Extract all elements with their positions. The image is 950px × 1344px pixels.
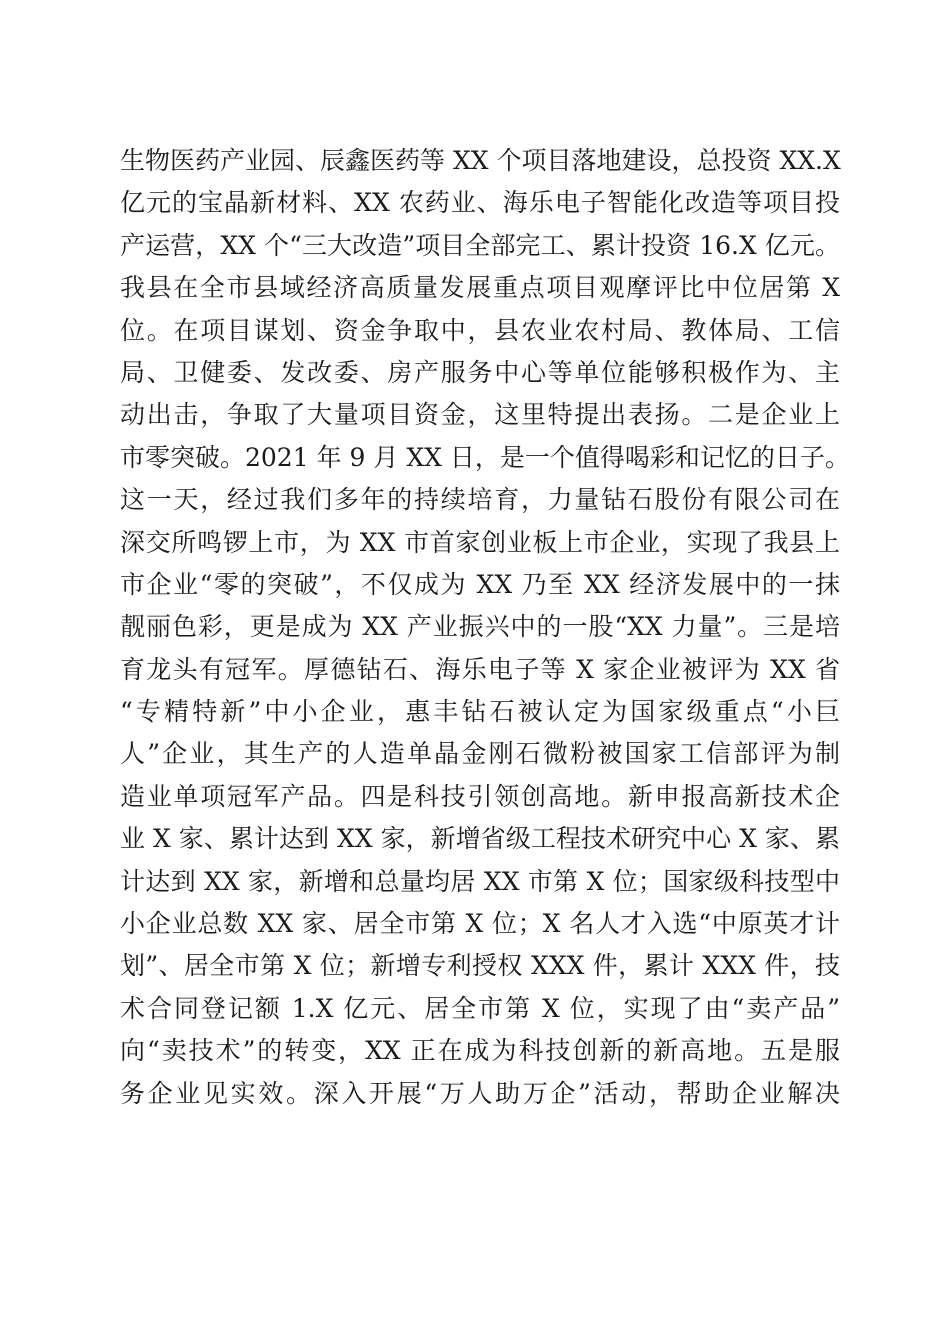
text-line-22: 向“卖技术”的转变，XX 正在成为科技创新的新高地。五是服 — [120, 1036, 840, 1066]
text-line-8: 市零突破。2021 年 9 月 XX 日，是一个值得喝彩和记忆的日子。 — [120, 442, 850, 472]
text-line-5: 位。在项目谋划、资金争取中，县农业农村局、教体局、工信 — [120, 315, 840, 345]
text-line-9: 这一天，经过我们多年的持续培育，力量钻石股份有限公司在 — [120, 485, 840, 515]
text-line-3: 产运营，XX 个“三大改造”项目全部完工、累计投资 16.X 亿元。 — [120, 230, 840, 260]
text-line-1: 生物医药产业园、辰鑫医药等 XX 个项目落地建设，总投资 XX.X — [120, 146, 841, 175]
text-line-21: 术合同登记额 1.X 亿元、居全市第 X 位，实现了由“卖产品” — [120, 993, 840, 1023]
text-line-18: 计达到 XX 家，新增和总量均居 XX 市第 X 位；国家级科技型中 — [120, 866, 840, 896]
text-line-23: 务企业见实效。深入开展“万人助万企”活动，帮助企业解决 — [120, 1078, 840, 1108]
text-line-12: 靓丽色彩，更是成为 XX 产业振兴中的一股“XX 力量”。三是培 — [120, 612, 840, 642]
text-line-20: 划”、居全市第 X 位；新增专利授权 XXX 件，累计 XXX 件，技 — [120, 951, 840, 981]
text-line-17: 业 X 家、累计达到 XX 家，新增省级工程技术研究中心 X 家、累 — [120, 824, 840, 854]
text-line-7: 动出击，争取了大量项目资金，这里特提出表扬。二是企业上 — [120, 400, 840, 430]
text-line-15: 人”企业，其生产的人造单晶金刚石微粉被国家工信部评为制 — [120, 739, 840, 769]
text-line-2: 亿元的宝晶新材料、XX 农药业、海乐电子智能化改造等项目投 — [120, 188, 840, 218]
text-line-14: “专精特新”中小企业，惠丰钻石被认定为国家级重点“小巨 — [120, 697, 840, 727]
text-line-6: 局、卫健委、发改委、房产服务中心等单位能够积极作为、主 — [120, 357, 840, 387]
text-line-11: 市企业“零的突破”，不仅成为 XX 乃至 XX 经济发展中的一抹 — [120, 569, 840, 599]
text-line-4: 我县在全市县域经济高质量发展重点项目观摩评比中位居第 X — [120, 273, 840, 303]
text-line-16: 造业单项冠军产品。四是科技引领创高地。新申报高新技术企 — [120, 781, 840, 811]
text-line-13: 育龙头有冠军。厚德钻石、海乐电子等 X 家企业被评为 XX 省 — [120, 654, 840, 684]
body-paragraph — [120, 140, 850, 1115]
text-line-19: 小企业总数 XX 家、居全市第 X 位；X 名人才入选“中原英才计 — [120, 909, 840, 939]
text-line-10: 深交所鸣锣上市，为 XX 市首家创业板上市企业，实现了我县上 — [120, 527, 840, 557]
